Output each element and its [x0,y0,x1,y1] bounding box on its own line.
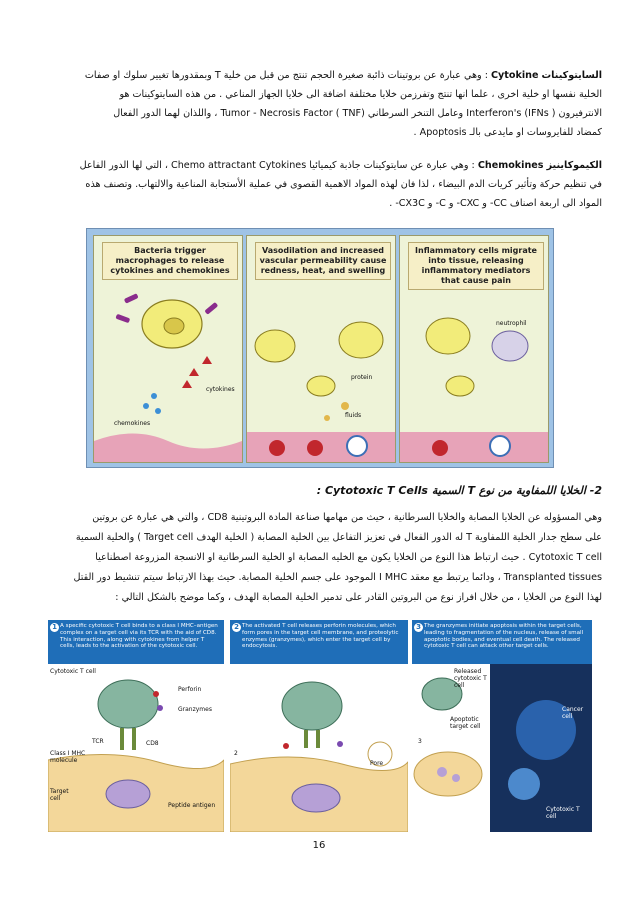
label-ctl: Cytotoxic T cell [546,806,580,820]
label-cytokines: cytokines [206,386,235,393]
cytotoxic-line-3: Cytotoxic T cell . حيث ارتباط هذا النوع من الخلايا يكون مع الخليه المصابة او الخلية السرطانية او الانسجة المزروعة اصطناعيا [95,552,602,563]
step-3-text: The granzymes initiate apoptosis within the target cells, leading to fragmentation of the nucleus, release of small apoptotic bodies, and eventual cell death. The released cytotoxic T cell can attack other target cells. [424,623,584,650]
figure-panel-3 [399,235,549,463]
step-3-caption [412,620,592,664]
label-released: Released cytotoxic T cell [454,668,487,689]
cytotoxic-step-2 [230,620,408,832]
chemokine-line-2: في تنظيم حركة وتأثير كريات الدم البيضاء ، لذا فان لهذه المواد الاهمية القصوى في عملية الأستجابة المناعية والالتهاب. وتصنف هذه [85,179,602,190]
label-cd8: CD8 [146,740,159,747]
step-3-marker: 3 [418,738,422,745]
label-granzymes: Granzymes [178,706,212,713]
chemokine-line-3: المواد الى اربعة اصناف CC- و CXC- و C- و CX3C- . [389,198,602,209]
term-cytokine-ar: السايتوكينات [541,70,602,81]
step-3-number: 3 [414,623,423,632]
term-chemokine-ar: الكيموكاينيز [546,160,602,171]
vasodilation-illustration [247,236,395,462]
section-heading-cytotoxic: 2- الخلايا اللمفاوية من نوع T السمية Cytotoxic T Cells : [316,484,602,497]
chemokine-paragraph [36,156,602,213]
step-2-number: 2 [232,623,241,632]
cytokine-line-1: : وهي عبارة عن بروتينات ذائبة صغيرة الحجم تنتج من قبل من خلية T وبمقدورها تغيير سلوك او صفات [84,70,488,81]
step-1-caption [48,620,224,664]
term-chemokine-en: Chemokines [477,160,544,171]
cytokine-line-2: الخلية نفسها او خلية اخرى ، علما انها تنتج وتفرزمن خلايا مختلفة اضافة الى خلايا الجهاز المناعي . من هذه السايتوكينات هو [119,89,602,100]
label-fluids: fluids [345,412,362,419]
step-1-number: 1 [50,623,59,632]
panel-2-title: Vasodilation and increased vascular permeability cause redness, heat, and swelling [255,242,391,280]
cytotoxic-line-2: على سطح جدار الخلية اللمفاوية T له الدور الفعال في تعزيز التفاعل بين الخلية المصابة ( الخلية الهدف Target cell ) والخلية السمية [75,532,602,543]
label-pore: Pore [370,760,384,767]
label-chemokines: chemokines [114,420,151,427]
cytokine-paragraph [36,66,602,142]
label-neutrophil: neutrophil [496,320,527,327]
figure-panel-2 [246,235,396,463]
cytokine-line-4: كمضاد للفايروسات او مايدعى بالـ Apoptosis . [413,127,602,138]
term-cytokine-en: Cytokine [491,70,539,81]
migration-illustration [400,236,548,462]
label-peptide: Peptide antigen [168,802,216,809]
figure-panel-1 [93,235,243,463]
step-2-caption [230,620,408,664]
label-apoptotic: Apoptotic target cell [450,716,481,730]
cytotoxic-paragraph [36,508,602,608]
panel-1-title: Bacteria trigger macrophages to release cytokines and chemokines [102,242,238,280]
perforin-release-illustration [230,664,408,832]
label-protein: protein [351,374,373,381]
label-class-mhc: Class I MHC molecule [50,750,86,764]
step-2-marker: 2 [234,750,238,757]
page-number: 16 [312,840,326,851]
cytotoxic-step-1 [48,620,224,832]
label-perforin: Perforin [178,686,202,693]
label-cytotoxic-t-cell: Cytotoxic T cell [50,668,96,675]
macrophage-illustration [94,236,242,462]
cytotoxic-line-5: لهذا النوع من الخلايا ، من خلال افراز نوع من البروتين القادر على تدمير الخلية المصابة الهدف ، وكما موضح بالشكل التالي : [115,592,602,603]
step-2-text: The activated T cell releases perforin molecules, which form pores in the target cell membrane, and proteolytic enzymes (granzymes), which enter the target cell by endocytosis. [242,623,399,650]
step-1-text: A specific cytotoxic T cell binds to a class I MHC–antigen complex on a target cell via its TCR with the aid of CD8. This interaction, along with cytokines from helper T cells, leads to the activation of the cytotoxic cell. [60,623,218,650]
cytotoxic-line-1: وهي المسؤوله عن الخلايا المصابة والخلايا السرطانية ، حيث من مهامها صناعة المادة البروتينية CD8 ، والتي هي عبارة عن بروتين [92,512,602,523]
chemokine-line-1: : وهي عبارة عن سايتوكينات جاذبة كيميائيا Chemo attractant Cytokines ، التي لها الدور الفاعل [79,160,475,171]
cytotoxic-line-4: Transplanted tissues ، ودائما يرتبط مع معقد I MHC الموجود على جسم الخلية المصابة. حيث بهذا الارتباط سيتم تنشيط دور القتل [73,572,602,583]
cytotoxic-step-3 [412,620,592,832]
label-target-cell: Target cell [50,788,69,802]
cytotoxic-figure [48,620,592,832]
label-cancer-cell: Cancer cell [562,706,584,720]
panel-3-title: Inflammatory cells migrate into tissue, releasing inflammatory mediators that cause pain [408,242,544,290]
cytokine-line-3: الانترفيرون ( IFNs) Interferon's وعامل التنخر السرطاني (Tumor - Necrosis Factor ( TNF ، واللذان لهما الدور الفعال [113,108,602,119]
label-tcr: TCR [92,738,104,745]
inflammation-figure [86,228,554,468]
